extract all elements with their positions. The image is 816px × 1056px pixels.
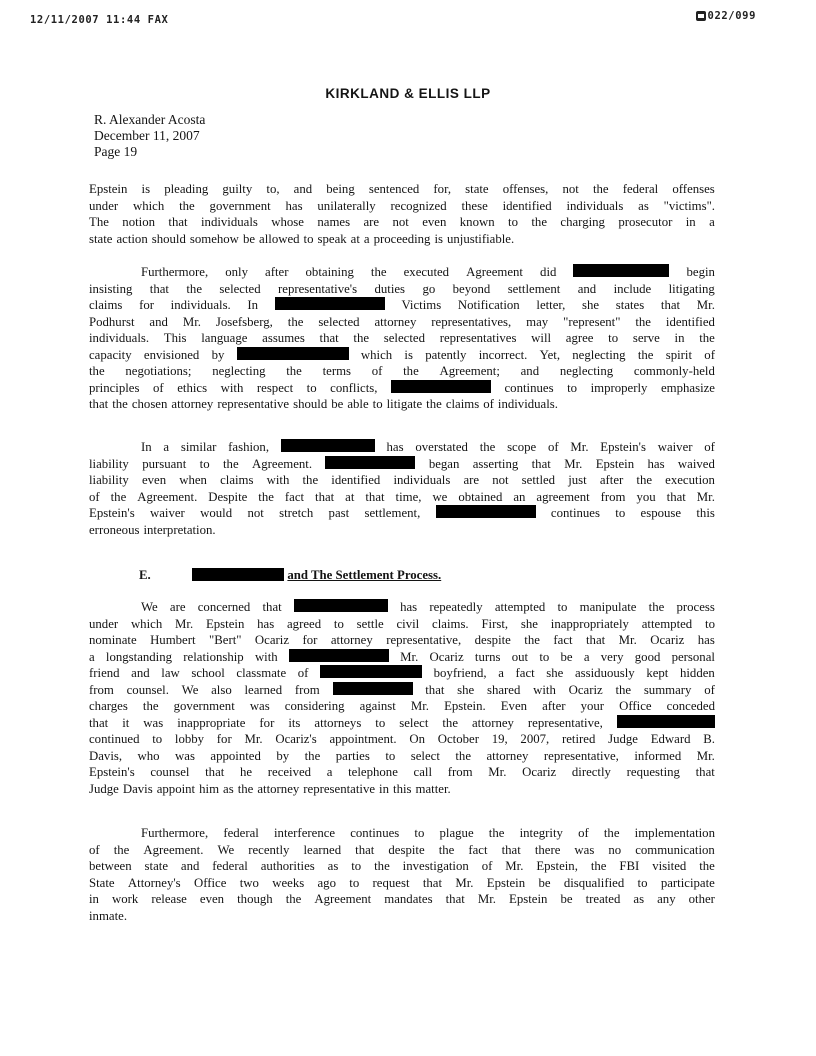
firm-letterhead: KIRKLAND & ELLIS LLP <box>325 86 491 101</box>
text-line: Epstein's waiver would not stretch past settlement, continues to espouse this <box>89 506 715 520</box>
fax-header <box>30 10 756 26</box>
text-line: The notion that individuals whose names are not even known to the charging prosecutor in a <box>89 215 715 229</box>
text-line: liability even when claims with the identified individuals are not settled just after the execution <box>89 473 715 487</box>
text-line: insisting that the selected representative's duties go beyond settlement and include litigating <box>89 281 715 296</box>
redaction-box <box>333 682 413 695</box>
text-line: under which the government has unilaterally recognized these identified individuals as "victims". <box>89 198 715 213</box>
text-line: state action should somehow be allowed to speak at a proceeding is unjustifiable. <box>89 231 515 246</box>
text-line: that it was inappropriate for its attorneys to select the attorney representative, <box>89 715 715 732</box>
text-line: Furthermore, only after obtaining the executed Agreement did begin <box>141 265 715 279</box>
text-line: a longstanding relationship with Mr. Ocariz turns out to be a very good personal <box>89 649 715 664</box>
fax-icon <box>696 11 706 21</box>
text-line: Judge Davis appoint him as the attorney representative in this matter. <box>89 781 451 796</box>
section-title: and The Settlement Process. <box>287 568 442 582</box>
text-line: inmate. <box>89 908 128 923</box>
text-line: under which Mr. Epstein has agreed to settle civil claims. First, she inappropriately attempted to <box>89 616 715 631</box>
text-line: that the chosen attorney representative should be able to litigate the claims of individuals. <box>89 397 558 411</box>
redaction-box <box>281 439 375 452</box>
text-line: charges the government was considering against Mr. Epstein. Even after your Office conceded <box>89 699 715 713</box>
redaction-box <box>325 456 415 469</box>
fax-page-counter <box>696 10 756 22</box>
page-number: Page 19 <box>94 144 138 159</box>
text-line: Furthermore, federal interference continues to plague the integrity of the implementation <box>141 826 715 840</box>
text-line: in work release even though the Agreement mandates that Mr. Epstein be treated as any other <box>89 892 715 906</box>
paragraph-2 <box>89 264 715 413</box>
text-line: capacity envisioned by which is patently incorrect. Yet, neglecting the spirit of <box>89 347 715 362</box>
text-line: nominate Humbert "Bert" Ocariz for attorney representative, despite the fact that Mr. Ocariz has <box>89 633 715 647</box>
fax-datetime: 12/11/2007 11:44 FAX <box>30 14 169 26</box>
text-line: Epstein is pleading guilty to, and being sentenced for, state offenses, not the federal offenses <box>89 182 715 196</box>
text-line: continued to lobby for Mr. Ocariz's appointment. On October 19, 2007, retired Judge Edward B. <box>89 732 715 746</box>
text-line: Podhurst and Mr. Josefsberg, the selected attorney representatives, may "represent" the identified <box>89 314 715 329</box>
fax-page-count: 022/099 <box>707 10 756 22</box>
text-line: friend and law school classmate of boyfriend, a fact she assiduously kept hidden <box>89 666 715 680</box>
section-heading <box>139 568 441 583</box>
paragraph-3 <box>89 439 715 538</box>
text-line: individuals. This language assumes that the selected representatives will agree to serve in the <box>89 331 715 345</box>
text-line: We are concerned that has repeatedly attempted to manipulate the process <box>141 600 715 614</box>
text-line: principles of ethics with respect to conflicts, continues to improperly emphasize <box>89 380 715 395</box>
redaction-box <box>573 264 669 277</box>
text-line: of the Agreement. We recently learned that despite the fact that there was no communication <box>89 842 715 857</box>
redaction-box <box>617 715 715 728</box>
redaction-box <box>275 297 385 310</box>
paragraph-1 <box>89 181 715 247</box>
text-line: In a similar fashion, has overstated the scope of Mr. Epstein's waiver of <box>141 440 715 454</box>
address-block <box>94 112 205 160</box>
text-line: State Attorney's Office two weeks ago to request that Mr. Epstein be disqualified to participate <box>89 875 715 890</box>
text-line: between state and federal authorities as to the investigation of Mr. Epstein, the FBI visited the <box>89 859 715 873</box>
text-line: from counsel. We also learned from that she shared with Ocariz the summary of <box>89 682 715 697</box>
redaction-box <box>192 568 284 581</box>
text-line: the negotiations; neglecting the terms of the Agreement; and neglecting commonly-held <box>89 364 715 378</box>
redaction-box <box>320 665 422 678</box>
redaction-box <box>436 505 536 518</box>
text-line: Davis, who was appointed by the parties to select the attorney representative, informed Mr. <box>89 748 715 763</box>
text-line: liability pursuant to the Agreement. began asserting that Mr. Epstein has waived <box>89 456 715 471</box>
section-letter: E. <box>139 568 151 582</box>
paragraph-5 <box>89 825 715 924</box>
redaction-box <box>294 599 388 612</box>
paragraph-4 <box>89 599 715 797</box>
text-line: claims for individuals. In Victims Notification letter, she states that Mr. <box>89 298 715 312</box>
text-line: erroneous interpretation. <box>89 522 216 537</box>
redaction-box <box>289 649 389 662</box>
redaction-box <box>391 380 491 393</box>
text-line: Epstein's counsel that he received a telephone call from Mr. Ocariz directly requesting that <box>89 765 715 779</box>
letter-date: December 11, 2007 <box>94 128 200 143</box>
text-line: of the Agreement. Despite the fact that at that time, we obtained an agreement from you that Mr. <box>89 489 715 504</box>
recipient-name: R. Alexander Acosta <box>94 112 206 127</box>
redaction-box <box>237 347 349 360</box>
